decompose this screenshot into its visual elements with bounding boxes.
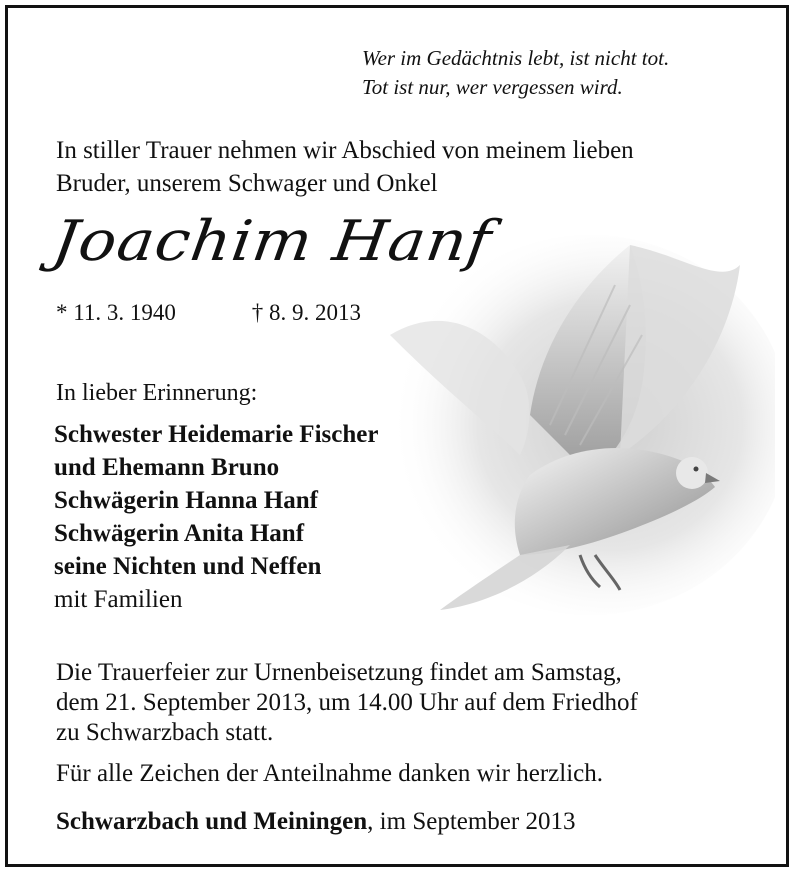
intro-line-2: Bruder, unserem Schwager und Onkel — [56, 170, 438, 197]
deceased-name: Joachim Hanf — [48, 208, 497, 274]
birth-date: * 11. 3. 1940 — [56, 300, 176, 325]
ceremony-line-1: Die Trauerfeier zur Urnenbeisetzung findet am Samstag, — [56, 659, 622, 686]
mourner-line: Schwägerin Hanna Hanf — [54, 487, 318, 514]
intro-line-1: In stiller Trauer nehmen wir Abschied von meinem lieben — [56, 137, 634, 164]
thanks-text: Für alle Zeichen der Anteilnahme danken wir herzlich. — [56, 760, 604, 787]
place-date-line — [56, 808, 575, 836]
mourner-line: seine Nichten und Neffen — [54, 553, 322, 580]
ceremony-line-3: zu Schwarzbach statt. — [56, 719, 274, 746]
death-date: † 8. 9. 2013 — [251, 300, 361, 325]
mourner-line: und Ehemann Bruno — [54, 454, 280, 481]
dove-image — [380, 225, 775, 615]
motto-line-2: Tot ist nur, wer vergessen wird. — [362, 75, 623, 99]
mourner-line: Schwägerin Anita Hanf — [54, 520, 305, 547]
mourners-list — [54, 418, 378, 616]
ceremony-text — [56, 658, 746, 748]
motto-line-1: Wer im Gedächtnis lebt, ist nicht tot. — [362, 46, 670, 70]
ceremony-line-2: dem 21. September 2013, um 14.00 Uhr auf dem Friedhof — [56, 689, 638, 716]
place-date: , im September 2013 — [367, 808, 576, 835]
intro-text — [56, 134, 756, 200]
life-dates — [56, 300, 361, 326]
place-names: Schwarzbach und Meiningen — [56, 808, 368, 835]
mourners-suffix: mit Familien — [54, 586, 183, 613]
motto — [362, 44, 669, 102]
memory-label: In lieber Erinnerung: — [56, 380, 258, 406]
mourner-line: Schwester Heidemarie Fischer — [54, 421, 379, 448]
